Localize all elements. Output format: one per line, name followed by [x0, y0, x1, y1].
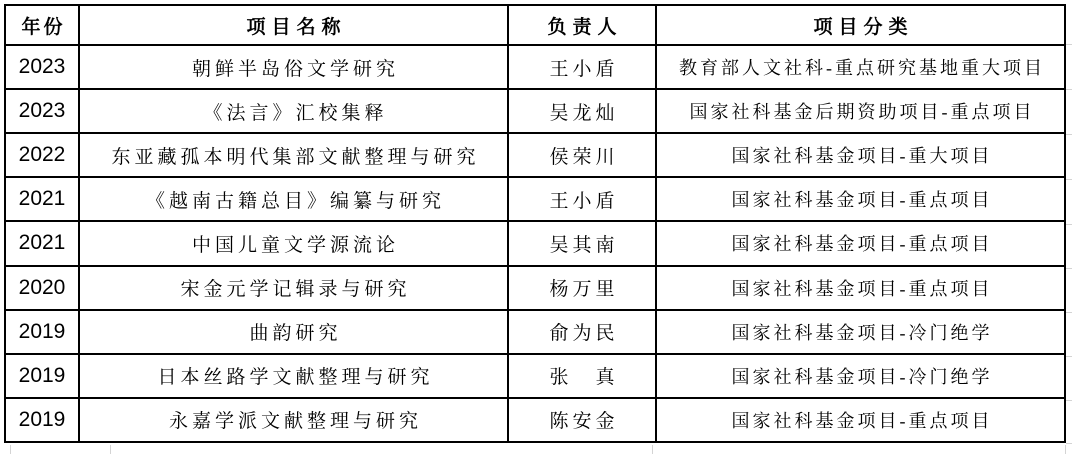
- year-cell: 2023: [5, 89, 79, 133]
- gridline-stub: [652, 445, 653, 454]
- gridline-stub: [1066, 89, 1072, 90]
- project-name-cell: 《法言》汇校集释: [79, 89, 508, 133]
- gridline-stub: [10, 445, 11, 454]
- category-cell: 国家社科基金项目-重大项目: [656, 133, 1065, 177]
- category-cell: 国家社科基金项目-重点项目: [656, 177, 1065, 221]
- category-cell: 国家社科基金项目-重点项目: [656, 266, 1065, 310]
- category-cell: 国家社科基金项目-重点项目: [656, 221, 1065, 265]
- leader-cell: 王小盾: [508, 177, 656, 221]
- gridline-stub: [1066, 312, 1072, 313]
- year-cell: 2021: [5, 221, 79, 265]
- table-row: [5, 133, 1065, 177]
- leader-cell: 吴其南: [508, 221, 656, 265]
- project-name-cell: 曲韵研究: [79, 310, 508, 354]
- table-row: [5, 89, 1065, 133]
- column-header-name: 项目名称: [79, 5, 508, 45]
- column-header-year: 年份: [5, 5, 79, 45]
- year-cell: 2022: [5, 133, 79, 177]
- leader-cell: 杨万里: [508, 266, 656, 310]
- leader-cell: 侯荣川: [508, 133, 656, 177]
- year-cell: 2019: [5, 354, 79, 398]
- table-row: [5, 310, 1065, 354]
- gridline-stub: [1065, 445, 1066, 454]
- year-cell: 2019: [5, 310, 79, 354]
- leader-cell: 俞为民: [508, 310, 656, 354]
- leader-cell: 吴龙灿: [508, 89, 656, 133]
- column-header-leader: 负责人: [508, 5, 656, 45]
- gridline-stub: [110, 445, 111, 454]
- category-cell: 国家社科基金项目-重点项目: [656, 398, 1065, 442]
- category-cell: 国家社科基金后期资助项目-重点项目: [656, 89, 1065, 133]
- project-name-cell: 日本丝路学文献整理与研究: [79, 354, 508, 398]
- table-row: [5, 266, 1065, 310]
- gridline-stub: [1066, 224, 1072, 225]
- year-cell: 2021: [5, 177, 79, 221]
- category-cell: 教育部人文社科-重点研究基地重大项目: [656, 45, 1065, 89]
- leader-cell: 张 真: [508, 354, 656, 398]
- table-row: [5, 177, 1065, 221]
- projects-table: [4, 4, 1066, 443]
- table-row: [5, 45, 1065, 89]
- column-header-category: 项目分类: [656, 5, 1065, 45]
- gridline-stub: [1066, 356, 1072, 357]
- gridline-stub: [1066, 268, 1072, 269]
- gridline-stub: [1066, 400, 1072, 401]
- table-row: [5, 354, 1065, 398]
- table-header-row: [5, 5, 1065, 45]
- project-name-cell: 中国儿童文学源流论: [79, 221, 508, 265]
- gridline-stub: [1066, 179, 1072, 180]
- category-cell: 国家社科基金项目-冷门绝学: [656, 310, 1065, 354]
- gridline-stub: [1066, 443, 1072, 444]
- leader-cell: 王小盾: [508, 45, 656, 89]
- project-name-cell: 东亚藏孤本明代集部文献整理与研究: [79, 133, 508, 177]
- gridline-stub: [1066, 44, 1072, 45]
- project-name-cell: 永嘉学派文献整理与研究: [79, 398, 508, 442]
- category-cell: 国家社科基金项目-冷门绝学: [656, 354, 1065, 398]
- project-name-cell: 《越南古籍总目》编纂与研究: [79, 177, 508, 221]
- table-row: [5, 221, 1065, 265]
- year-cell: 2020: [5, 266, 79, 310]
- year-cell: 2023: [5, 45, 79, 89]
- leader-cell: 陈安金: [508, 398, 656, 442]
- year-cell: 2019: [5, 398, 79, 442]
- gridline-stub: [1066, 134, 1072, 135]
- table-row: [5, 398, 1065, 442]
- project-name-cell: 朝鲜半岛俗文学研究: [79, 45, 508, 89]
- project-name-cell: 宋金元学记辑录与研究: [79, 266, 508, 310]
